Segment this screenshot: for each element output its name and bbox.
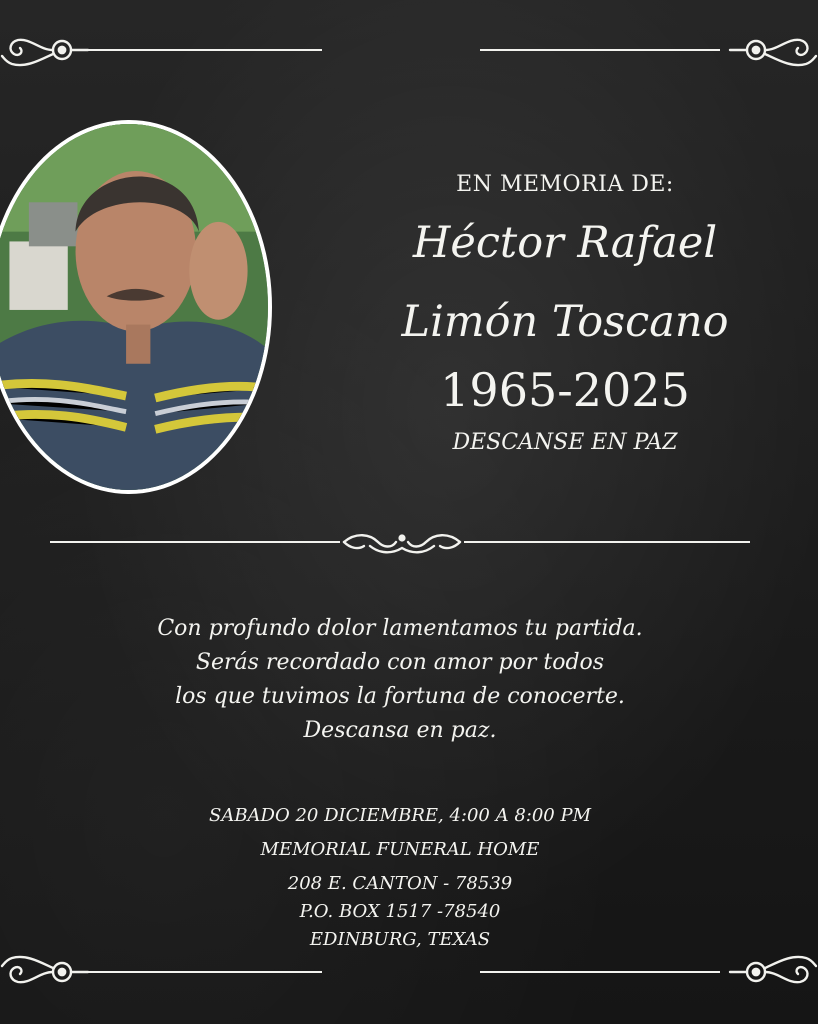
service-date-time: SABADO 20 DICIEMBRE, 4:00 A 8:00 PM [209,805,591,826]
service-venue: MEMORIAL FUNERAL HOME [260,839,540,860]
rest-in-peace-label: DESCANSE EN PAZ [452,430,678,455]
memorial-kicker: EN MEMORIA DE: [456,172,674,197]
service-po-box: P.O. BOX 1517 -78540 [299,901,501,922]
service-address: 208 E. CANTON - 78539 [287,873,513,894]
deceased-name-last: Limón Toscano [401,297,729,347]
service-details [100,802,700,954]
bottom-left-rule [82,971,322,973]
bottom-right-flourish-icon [728,950,818,994]
deceased-name-first: Héctor Rafael [412,218,718,268]
life-years: 1965-2025 [440,363,690,417]
center-rule-right [464,541,750,543]
service-city: EDINBURG, TEXAS [309,929,491,950]
center-rule-left [50,541,340,543]
top-right-rule [480,49,720,51]
center-flourish-icon [340,528,464,558]
top-left-flourish-icon [0,30,90,74]
condolence-message [80,612,720,748]
portrait-photo [0,120,272,494]
message-line: Serás recordado con amor por todos [195,650,605,675]
message-line: Descansa en paz. [303,718,497,743]
message-line: los que tuvimos la fortuna de conocerte. [175,684,625,709]
message-line: Con profundo dolor lamentamos tu partida. [157,616,643,641]
bottom-left-flourish-icon [0,950,90,994]
bottom-right-rule [480,971,720,973]
top-left-rule [82,49,322,51]
top-right-flourish-icon [728,30,818,74]
